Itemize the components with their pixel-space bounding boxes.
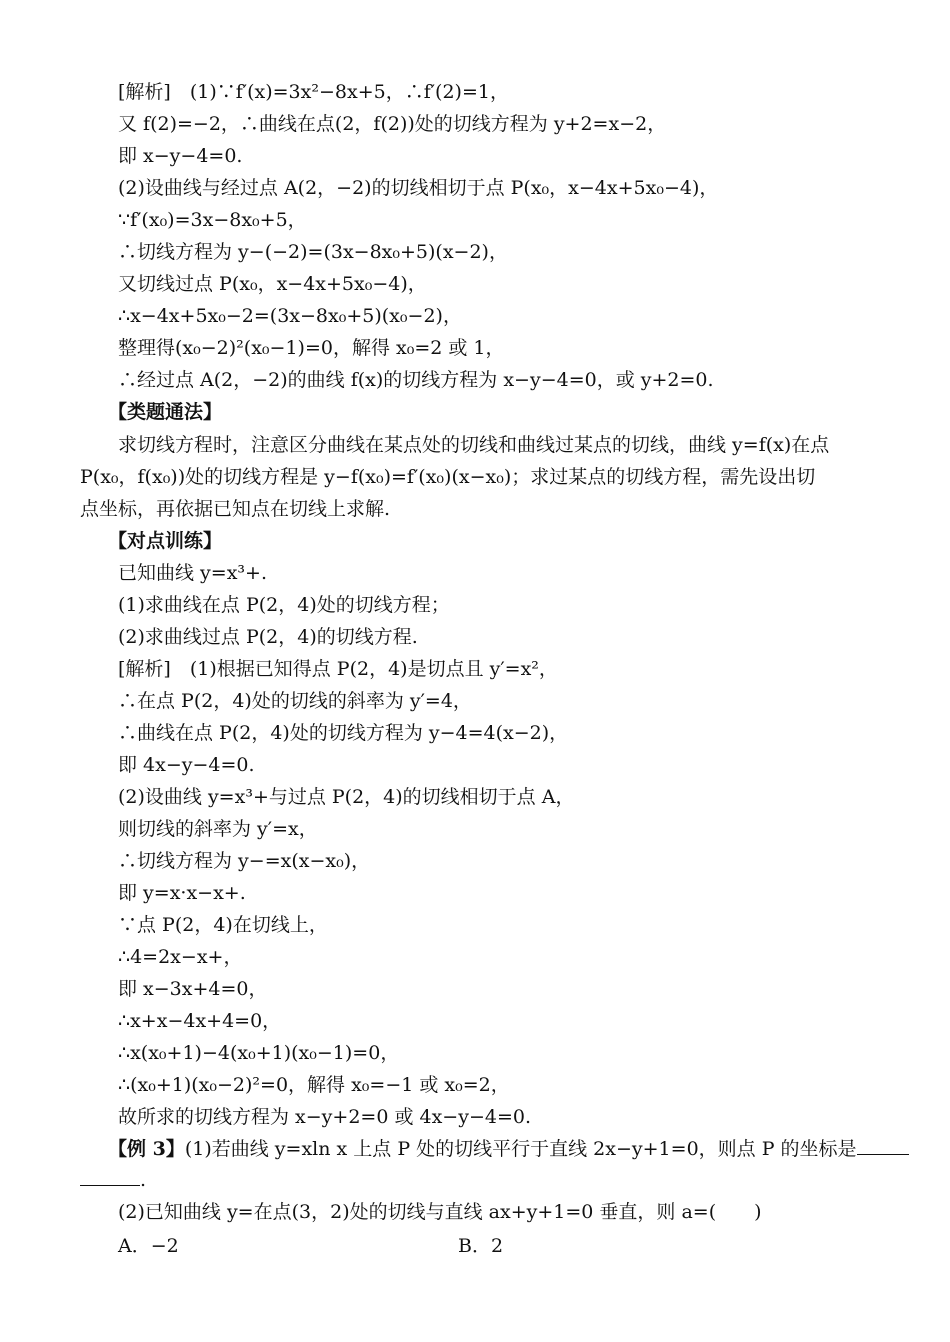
text-line: P(x₀，f(x₀))处的切线方程是 y−f(x₀)=f′(x₀)(x−x₀)；求过某点的切线方程，需先设出切 xyxy=(80,466,816,488)
text-line: ∵点 P(2，4)在切线上， xyxy=(118,914,328,936)
text-line: (2)设曲线 y=x³+与过点 P(2，4)的切线相切于点 A， xyxy=(118,786,575,808)
example-label: 【例 3】 xyxy=(108,1138,185,1160)
text-line: ∴x+x−4x+4=0， xyxy=(118,1010,282,1032)
text-line: 又 f(2)=−2，∴曲线在点(2，f(2))处的切线方程为 y+2=x−2， xyxy=(118,113,667,135)
text-line: ∴切线方程为 y−=x(x−x₀)， xyxy=(118,850,371,872)
text-line: ∵f′(x₀)=3x−8x₀+5， xyxy=(118,209,307,231)
text-line: ∴x−4x+5x₀−2=(3x−8x₀+5)(x₀−2)， xyxy=(118,305,462,327)
text-line: ∴x(x₀+1)−4(x₀+1)(x₀−1)=0， xyxy=(118,1042,400,1064)
section-heading: 【对点训练】 xyxy=(108,530,223,552)
text-line: 即 y=x·x−x+. xyxy=(118,882,246,904)
example-question-1-cont xyxy=(80,1168,146,1192)
option-a: A．−2 xyxy=(118,1235,179,1257)
text-line: 整理得(x₀−2)²(x₀−1)=0，解得 x₀=2 或 1， xyxy=(118,337,505,359)
answer-blank-cont xyxy=(80,1171,140,1186)
text-line: 即 x−y−4=0. xyxy=(118,145,243,167)
text-line: 又切线过点 P(x₀，x−4x+5x₀−4)， xyxy=(118,273,427,295)
text-line: ∴4=2x−x+， xyxy=(118,946,243,968)
text-line: [解析] (1)∵f′(x)=3x²−8x+5，∴f′(2)=1， xyxy=(118,81,509,103)
question-text: (1)若曲线 y=xln x 上点 P 处的切线平行于直线 2x−y+1=0，则点 P 的坐标是 xyxy=(184,1138,857,1160)
example-question-1 xyxy=(108,1137,909,1161)
text-line: (2)设曲线与经过点 A(2，−2)的切线相切于点 P(x₀，x−4x+5x₀−4)， xyxy=(118,177,719,199)
text-line: 则切线的斜率为 y′=x， xyxy=(118,818,318,840)
text-line: 求切线方程时，注意区分曲线在某点处的切线和曲线过某点的切线，曲线 y=f(x)在点 xyxy=(118,434,830,456)
text-line: ∴切线方程为 y−(−2)=(3x−8x₀+5)(x−2)， xyxy=(118,241,508,263)
text-line: ∴在点 P(2，4)处的切线的斜率为 y′=4， xyxy=(118,690,472,712)
text-line: ∴(x₀+1)(x₀−2)²=0，解得 x₀=−1 或 x₀=2， xyxy=(118,1074,510,1096)
question-end: . xyxy=(140,1169,147,1191)
text-line: [解析] (1)根据已知得点 P(2，4)是切点且 y′=x²， xyxy=(118,658,558,680)
text-line: 即 4x−y−4=0. xyxy=(118,754,255,776)
section-heading: 【类题通法】 xyxy=(108,401,223,423)
text-line: (2)求曲线过点 P(2，4)的切线方程. xyxy=(118,626,418,648)
example-question-2: (2)已知曲线 y=在点(3，2)处的切线与直线 ax+y+1=0 垂直，则 a=( ) xyxy=(118,1201,762,1223)
text-line: (1)求曲线在点 P(2，4)处的切线方程； xyxy=(118,594,450,616)
option-b: B．2 xyxy=(458,1235,504,1257)
text-line: 已知曲线 y=x³+. xyxy=(118,562,267,584)
text-line: 即 x−3x+4=0， xyxy=(118,978,268,1000)
text-line: ∴曲线在点 P(2，4)处的切线方程为 y−4=4(x−2)， xyxy=(118,722,569,744)
text-line: 故所求的切线方程为 x−y+2=0 或 4x−y−4=0. xyxy=(118,1106,532,1128)
answer-blank[interactable] xyxy=(857,1140,909,1155)
text-line: 点坐标，再依据已知点在切线上求解. xyxy=(80,498,391,520)
text-line: ∴经过点 A(2，−2)的曲线 f(x)的切线方程为 x−y−4=0，或 y+2=0. xyxy=(118,369,714,391)
